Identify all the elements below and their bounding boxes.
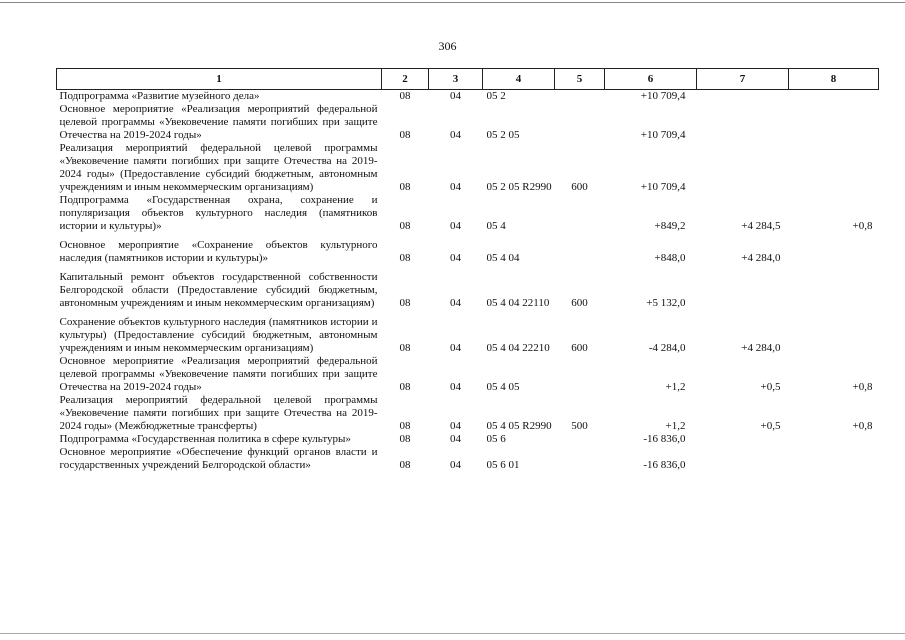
cell-amount-3: +0,8 [852, 381, 873, 393]
cell-section: 08 [399, 220, 411, 232]
cell-amount-2 [697, 433, 789, 446]
header-cell-1: 1 [57, 69, 382, 90]
cell-expense-type [555, 355, 605, 394]
header-cell-8: 8 [789, 69, 879, 90]
table-row [57, 355, 879, 394]
cell-target-article: 05 6 [486, 433, 506, 445]
table-row [57, 103, 879, 142]
cell-subsection: 04 [450, 342, 461, 354]
cell-amount-2 [697, 90, 789, 104]
cell-amount-3: +0,8 [852, 220, 873, 232]
cell-target-article: 05 2 [486, 90, 506, 102]
cell-amount-1: -16 836,0 [643, 433, 686, 445]
cell-subsection: 04 [450, 297, 461, 309]
cell-subsection: 04 [450, 181, 461, 193]
cell-target-article: 05 4 04 22110 [486, 297, 550, 309]
cell-expense-type [555, 103, 605, 142]
cell-subsection: 04 [450, 129, 461, 141]
cell-target-article: 05 2 05 R2990 [486, 181, 552, 193]
cell-section: 08 [399, 90, 411, 102]
cell-amount-3 [789, 103, 879, 142]
page-number: 306 [438, 39, 457, 53]
cell-section: 08 [399, 297, 411, 309]
cell-section: 08 [399, 252, 411, 264]
cell-subsection: 04 [450, 220, 461, 232]
cell-subsection: 04 [450, 433, 461, 445]
table-row [57, 433, 879, 446]
header-cell-6: 6 [605, 69, 697, 90]
table-row [57, 194, 879, 233]
table-row [57, 310, 879, 355]
cell-amount-3 [789, 233, 879, 265]
cell-section: 08 [399, 342, 411, 354]
row-name: Основное мероприятие «Обеспечение функций органов власти и государственных учреждений Белгородской области» [59, 446, 378, 471]
cell-target-article: 05 2 05 [486, 129, 520, 141]
header-cell-2: 2 [382, 69, 429, 90]
cell-amount-1: +10 709,4 [640, 90, 686, 102]
table-row [57, 265, 879, 310]
header-cell-3: 3 [429, 69, 483, 90]
row-name: Капитальный ремонт объектов государственной собственности Белгородской области (Предоставление субсидий бюджетным, автономным учреждениям и иным некоммерческим организациям) [59, 271, 378, 309]
cell-expense-type [555, 194, 605, 233]
header-row [57, 69, 879, 90]
cell-expense-type: 500 [571, 420, 588, 432]
cell-amount-1: +10 709,4 [640, 129, 686, 141]
cell-amount-3 [789, 310, 879, 355]
row-name: Основное мероприятие «Сохранение объектов культурного наследия (памятников истории и культуры)» [59, 239, 378, 264]
cell-subsection: 04 [450, 252, 461, 264]
row-name: Основное мероприятие «Реализация мероприятий федеральной целевой программы «Увековечение памяти погибших при защите Отечества на 2019-2024 годы» [59, 103, 378, 141]
cell-target-article: 05 4 [486, 220, 506, 232]
table-row [57, 142, 879, 194]
cell-target-article: 05 4 04 [486, 252, 520, 264]
row-name: Основное мероприятие «Реализация мероприятий федеральной целевой программы «Увековечение памяти погибших при защите Отечества на 2019-2024 годы» [59, 355, 378, 393]
cell-amount-2 [697, 446, 789, 472]
cell-amount-3 [789, 265, 879, 310]
cell-amount-2 [697, 103, 789, 142]
cell-section: 08 [399, 459, 411, 471]
cell-amount-3 [789, 142, 879, 194]
cell-amount-2 [697, 265, 789, 310]
cell-target-article: 05 4 05 R2990 [486, 420, 552, 432]
cell-amount-1: +849,2 [654, 220, 686, 232]
cell-expense-type: 600 [571, 297, 588, 309]
cell-section: 08 [399, 420, 411, 432]
cell-amount-3: +0,8 [852, 420, 873, 432]
cell-amount-3 [789, 90, 879, 104]
row-name: Подпрограмма «Государственная политика в сфере культуры» [59, 433, 351, 445]
cell-subsection: 04 [450, 420, 461, 432]
cell-subsection: 04 [450, 381, 461, 393]
table-row [57, 446, 879, 472]
cell-section: 08 [399, 381, 411, 393]
budget-table [56, 68, 879, 472]
cell-target-article: 05 6 01 [486, 459, 520, 471]
cell-amount-3 [789, 433, 879, 446]
cell-amount-3 [789, 446, 879, 472]
cell-amount-2: +4 284,5 [741, 220, 781, 232]
cell-expense-type [555, 90, 605, 104]
cell-expense-type: 600 [571, 342, 588, 354]
row-name: Сохранение объектов культурного наследия (памятников истории и культуры) (Предоставление субсидий бюджетным, автономным учреждениям и иным некоммерческим организациям) [59, 316, 378, 354]
row-name: Подпрограмма «Государственная охрана, сохранение и популяризация объектов культурного наследия (памятников истории и культуры)» [59, 194, 378, 232]
cell-expense-type [555, 233, 605, 265]
table-row [57, 90, 879, 104]
header-cell-5: 5 [555, 69, 605, 90]
cell-expense-type: 600 [571, 181, 588, 193]
table-row [57, 233, 879, 265]
cell-subsection: 04 [450, 90, 461, 102]
cell-amount-2: +0,5 [760, 420, 781, 432]
top-border-line [0, 2, 905, 3]
row-name: Реализация мероприятий федеральной целевой программы «Увековечение памяти погибших при защите Отечества на 2019-2024 годы» (Предоставление субсидий бюджетным, автономным учреждениям и иным некоммерческим организациям) [59, 142, 378, 193]
cell-amount-1: -4 284,0 [648, 342, 686, 354]
header-cell-7: 7 [697, 69, 789, 90]
row-name: Подпрограмма «Развитие музейного дела» [59, 90, 260, 102]
header-cell-4: 4 [483, 69, 555, 90]
row-name: Реализация мероприятий федеральной целевой программы «Увековечение памяти погибших при защите Отечества на 2019-2024 годы» (Межбюджетные трансферты) [59, 394, 378, 432]
cell-amount-1: +5 132,0 [646, 297, 686, 309]
cell-subsection: 04 [450, 459, 461, 471]
cell-amount-2: +4 284,0 [741, 342, 781, 354]
cell-amount-2: +0,5 [760, 381, 781, 393]
cell-section: 08 [399, 181, 411, 193]
cell-target-article: 05 4 05 [486, 381, 520, 393]
cell-expense-type [555, 433, 605, 446]
cell-target-article: 05 4 04 22210 [486, 342, 550, 354]
cell-amount-1: -16 836,0 [643, 459, 686, 471]
cell-section: 08 [399, 433, 411, 445]
cell-section: 08 [399, 129, 411, 141]
cell-amount-1: +848,0 [654, 252, 686, 264]
cell-amount-2: +4 284,0 [741, 252, 781, 264]
cell-expense-type [555, 446, 605, 472]
cell-amount-2 [697, 142, 789, 194]
cell-amount-1: +1,2 [665, 420, 686, 432]
cell-amount-1: +1,2 [665, 381, 686, 393]
bottom-border-line [0, 633, 905, 634]
table-row [57, 394, 879, 433]
cell-amount-1: +10 709,4 [640, 181, 686, 193]
